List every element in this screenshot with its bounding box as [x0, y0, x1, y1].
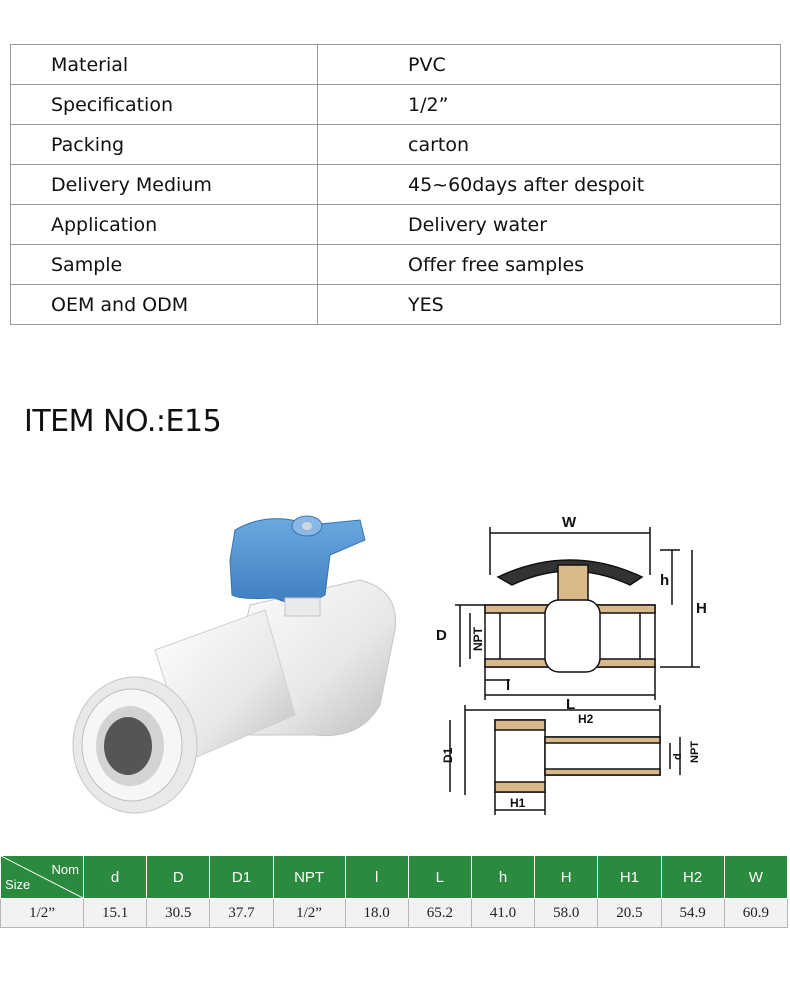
- size-table-corner: [1, 856, 84, 899]
- size-value-cell: 37.7: [210, 899, 273, 928]
- spec-value: 45~60days after despoit: [318, 165, 781, 205]
- spec-row: [11, 205, 781, 245]
- drawing-label-h: h: [660, 572, 670, 589]
- spec-row: [11, 285, 781, 325]
- size-value-cell: 41.0: [471, 899, 534, 928]
- drawing-label-H2: H2: [578, 712, 594, 726]
- spec-value: Delivery water: [318, 205, 781, 245]
- spec-value: YES: [318, 285, 781, 325]
- spec-value: carton: [318, 125, 781, 165]
- spec-value: PVC: [318, 45, 781, 85]
- size-header-h2: H2: [661, 856, 724, 899]
- technical-drawing: [430, 505, 720, 825]
- drawing-label-D1: D1: [441, 747, 455, 763]
- size-value-cell: 18.0: [345, 899, 408, 928]
- corner-nom-label: Nom: [51, 862, 79, 877]
- drawing-label-L: L: [566, 696, 576, 713]
- size-cell: 1/2”: [1, 899, 84, 928]
- spec-row: [11, 165, 781, 205]
- size-value-cell: 30.5: [147, 899, 210, 928]
- drawing-label-NPT: NPT: [471, 627, 485, 651]
- spec-key: OEM and ODM: [11, 285, 318, 325]
- drawing-label-H: H: [696, 600, 707, 617]
- corner-size-label: Size: [5, 877, 31, 892]
- drawing-label-W: W: [562, 514, 577, 531]
- size-header-d: d: [84, 856, 147, 899]
- size-value-cell: 65.2: [408, 899, 471, 928]
- drawing-label-l: l: [506, 677, 511, 694]
- size-header-d1: D1: [210, 856, 273, 899]
- spec-value: 1/2”: [318, 85, 781, 125]
- size-header-l: l: [345, 856, 408, 899]
- size-value-cell: 15.1: [84, 899, 147, 928]
- size-value-cell: 20.5: [598, 899, 661, 928]
- size-table: [0, 855, 788, 928]
- size-value-cell: 60.9: [724, 899, 787, 928]
- spec-row: [11, 245, 781, 285]
- spec-key: Material: [11, 45, 318, 85]
- item-number: ITEM NO.:E15: [24, 404, 222, 439]
- size-value-cell: 1/2”: [273, 899, 345, 928]
- drawing-label-D: D: [436, 627, 447, 644]
- spec-row: [11, 125, 781, 165]
- spec-key: Specification: [11, 85, 318, 125]
- spec-key: Application: [11, 205, 318, 245]
- size-header-h1: H1: [598, 856, 661, 899]
- size-header-w: W: [724, 856, 787, 899]
- size-header-npt: NPT: [273, 856, 345, 899]
- size-value-cell: 58.0: [535, 899, 598, 928]
- size-header-h: H: [535, 856, 598, 899]
- drawing-label-H1: H1: [510, 796, 526, 810]
- size-value-cell: 54.9: [661, 899, 724, 928]
- drawing-label-d: d: [672, 753, 684, 760]
- size-header-l: L: [408, 856, 471, 899]
- spec-row: [11, 45, 781, 85]
- spec-value: Offer free samples: [318, 245, 781, 285]
- ball-valve-photo: [60, 500, 420, 830]
- size-header-d: D: [147, 856, 210, 899]
- spec-table: [10, 44, 781, 325]
- spec-key: Packing: [11, 125, 318, 165]
- spec-key: Delivery Medium: [11, 165, 318, 205]
- drawing-label-NPT2: NPT: [689, 741, 701, 763]
- size-header-h: h: [471, 856, 534, 899]
- spec-row: [11, 85, 781, 125]
- spec-key: Sample: [11, 245, 318, 285]
